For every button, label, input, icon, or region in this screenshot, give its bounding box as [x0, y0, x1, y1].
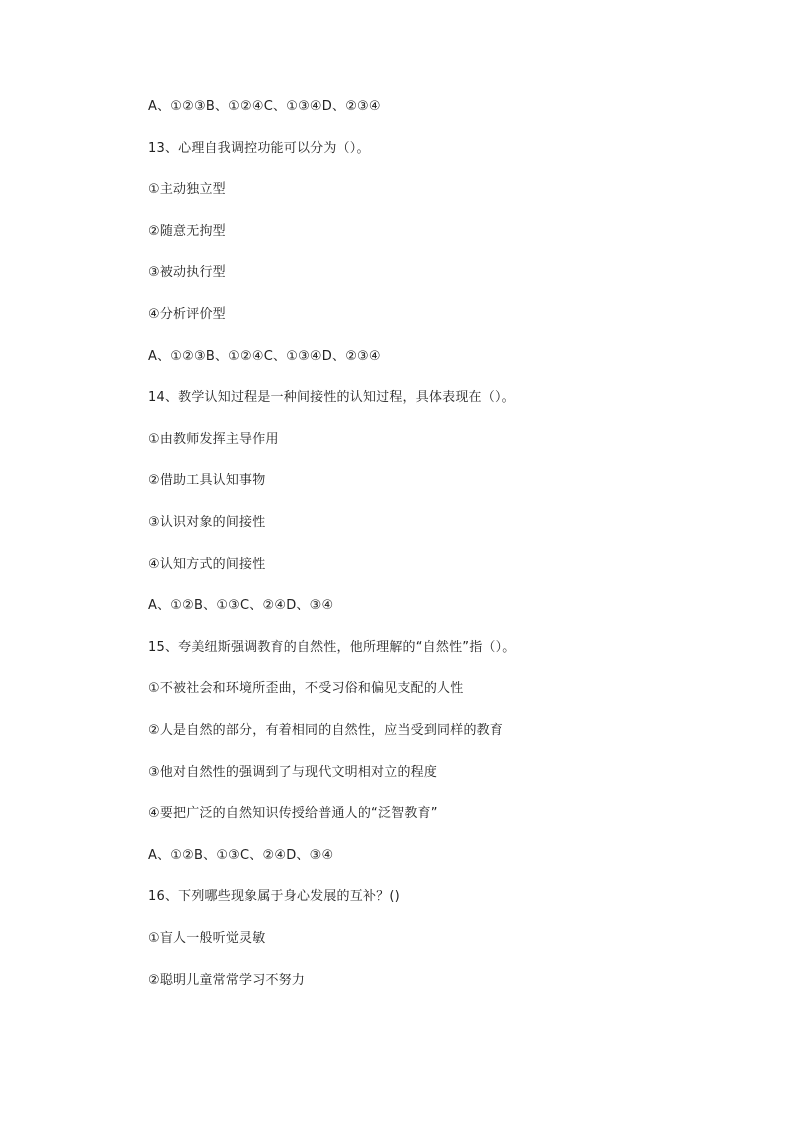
q15-item-1: ①不被社会和环境所歪曲，不受习俗和偏见支配的人性	[148, 681, 464, 696]
q13-item-3: ③被动执行型	[148, 265, 226, 280]
q14-item-4: ④认知方式的间接性	[148, 557, 266, 572]
q16-item-1: ①盲人一般听觉灵敏	[148, 931, 266, 946]
q15-question: 15、夸美纽斯强调教育的自然性，他所理解的“自然性”指（）。	[148, 640, 516, 655]
q14-question: 14、教学认知过程是一种间接性的认知过程，具体表现在（）。	[148, 390, 515, 405]
q15-answer-options: A、①②B、①③C、②④D、③④	[148, 848, 334, 863]
q16-item-2: ②聪明儿童常常学习不努力	[148, 973, 306, 988]
q15-item-4: ④要把广泛的自然知识传授给普通人的“泛智教育”	[148, 806, 438, 821]
q16-question: 16、下列哪些现象属于身心发展的互补？()	[148, 889, 400, 904]
q15-item-3: ③他对自然性的强调到了与现代文明相对立的程度	[148, 765, 438, 780]
q13-question: 13、心理自我调控功能可以分为（）。	[148, 141, 370, 156]
q14-item-2: ②借助工具认知事物	[148, 473, 266, 488]
q13-item-4: ④分析评价型	[148, 307, 226, 322]
q13-answer-options: A、①②③B、①②④C、①③④D、②③④	[148, 349, 381, 364]
q12-answer-options: A、①②③B、①②④C、①③④D、②③④	[148, 99, 381, 114]
q14-item-3: ③认识对象的间接性	[148, 515, 266, 530]
q13-item-1: ①主动独立型	[148, 182, 226, 197]
q14-answer-options: A、①②B、①③C、②④D、③④	[148, 598, 334, 613]
q14-item-1: ①由教师发挥主导作用	[148, 432, 279, 447]
q13-item-2: ②随意无拘型	[148, 224, 226, 239]
q15-item-2: ②人是自然的部分，有着相同的自然性，应当受到同样的教育	[148, 723, 504, 738]
